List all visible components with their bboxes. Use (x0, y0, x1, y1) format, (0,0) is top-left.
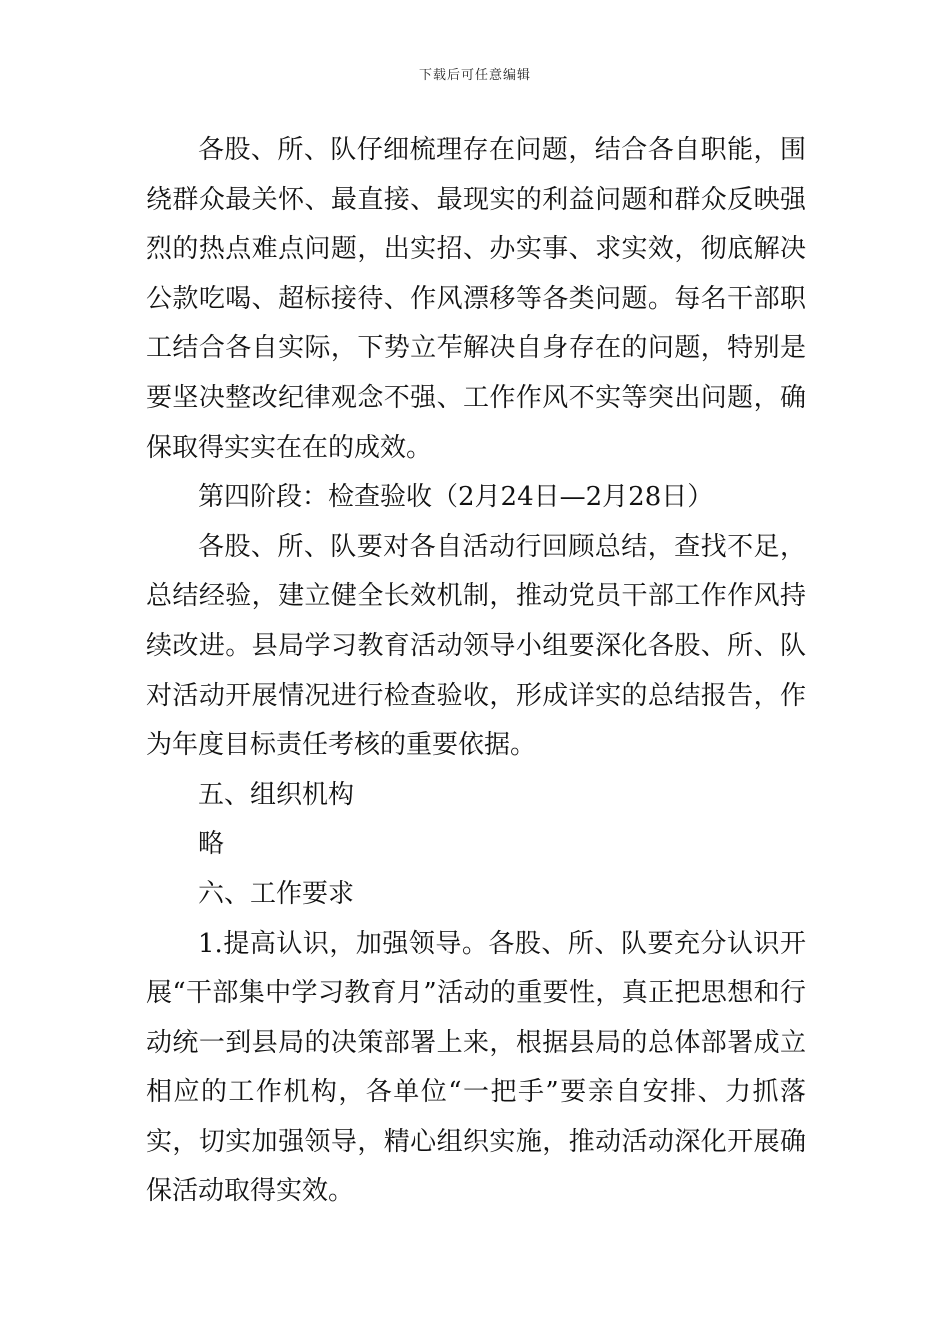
paragraph-omitted: 略 (198, 829, 225, 860)
paragraph-requirement-one: 1.提高认识，加强领导。各股、所、队要充分认识开展“干部集中学习教育月”活动的重要性，真正把思想和行动统一到县局的决策部署上来，根据县局的总体部署成立相应的工作机构，各单位“一把手”要亲自安排、力抓落实，切实加强领导，精心组织实施，推动活动深化开展确保活动取得实效。 (146, 928, 806, 1207)
section-heading-requirements: 六、工作要求 (198, 878, 355, 909)
document-body (146, 126, 806, 1217)
section-heading-organization: 五、组织机构 (198, 779, 355, 810)
page-header-note: 下载后可任意编辑 (418, 68, 531, 83)
paragraph-stage-four-heading: 第四阶段：检查验收（2月24日—2月28日） (198, 482, 714, 513)
paragraph-inspection: 各股、所、队要对各自活动行回顾总结，查找不足，总结经验，建立健全长效机制，推动党员干部工作作风持续改进。县局学习教育活动领导小组要深化各股、所、队对活动开展情况进行检查验收，形成详实的总结报告，作为年度目标责任考核的重要依据。 (146, 531, 806, 761)
paragraph-rectification: 各股、所、队仔细梳理存在问题，结合各自职能，围绕群众最关怀、最直接、最现实的利益问题和群众反映强烈的热点难点问题，出实招、办实事、求实效，彻底解决公款吃喝、超标接待、作风漂移等各类问题。每名干部职工结合各自实际，下势立苲解决自身存在的问题，特别是要坚决整改纪律观念不强、工作作风不实等突出问题，确保取得实实在在的成效。 (146, 135, 806, 463)
